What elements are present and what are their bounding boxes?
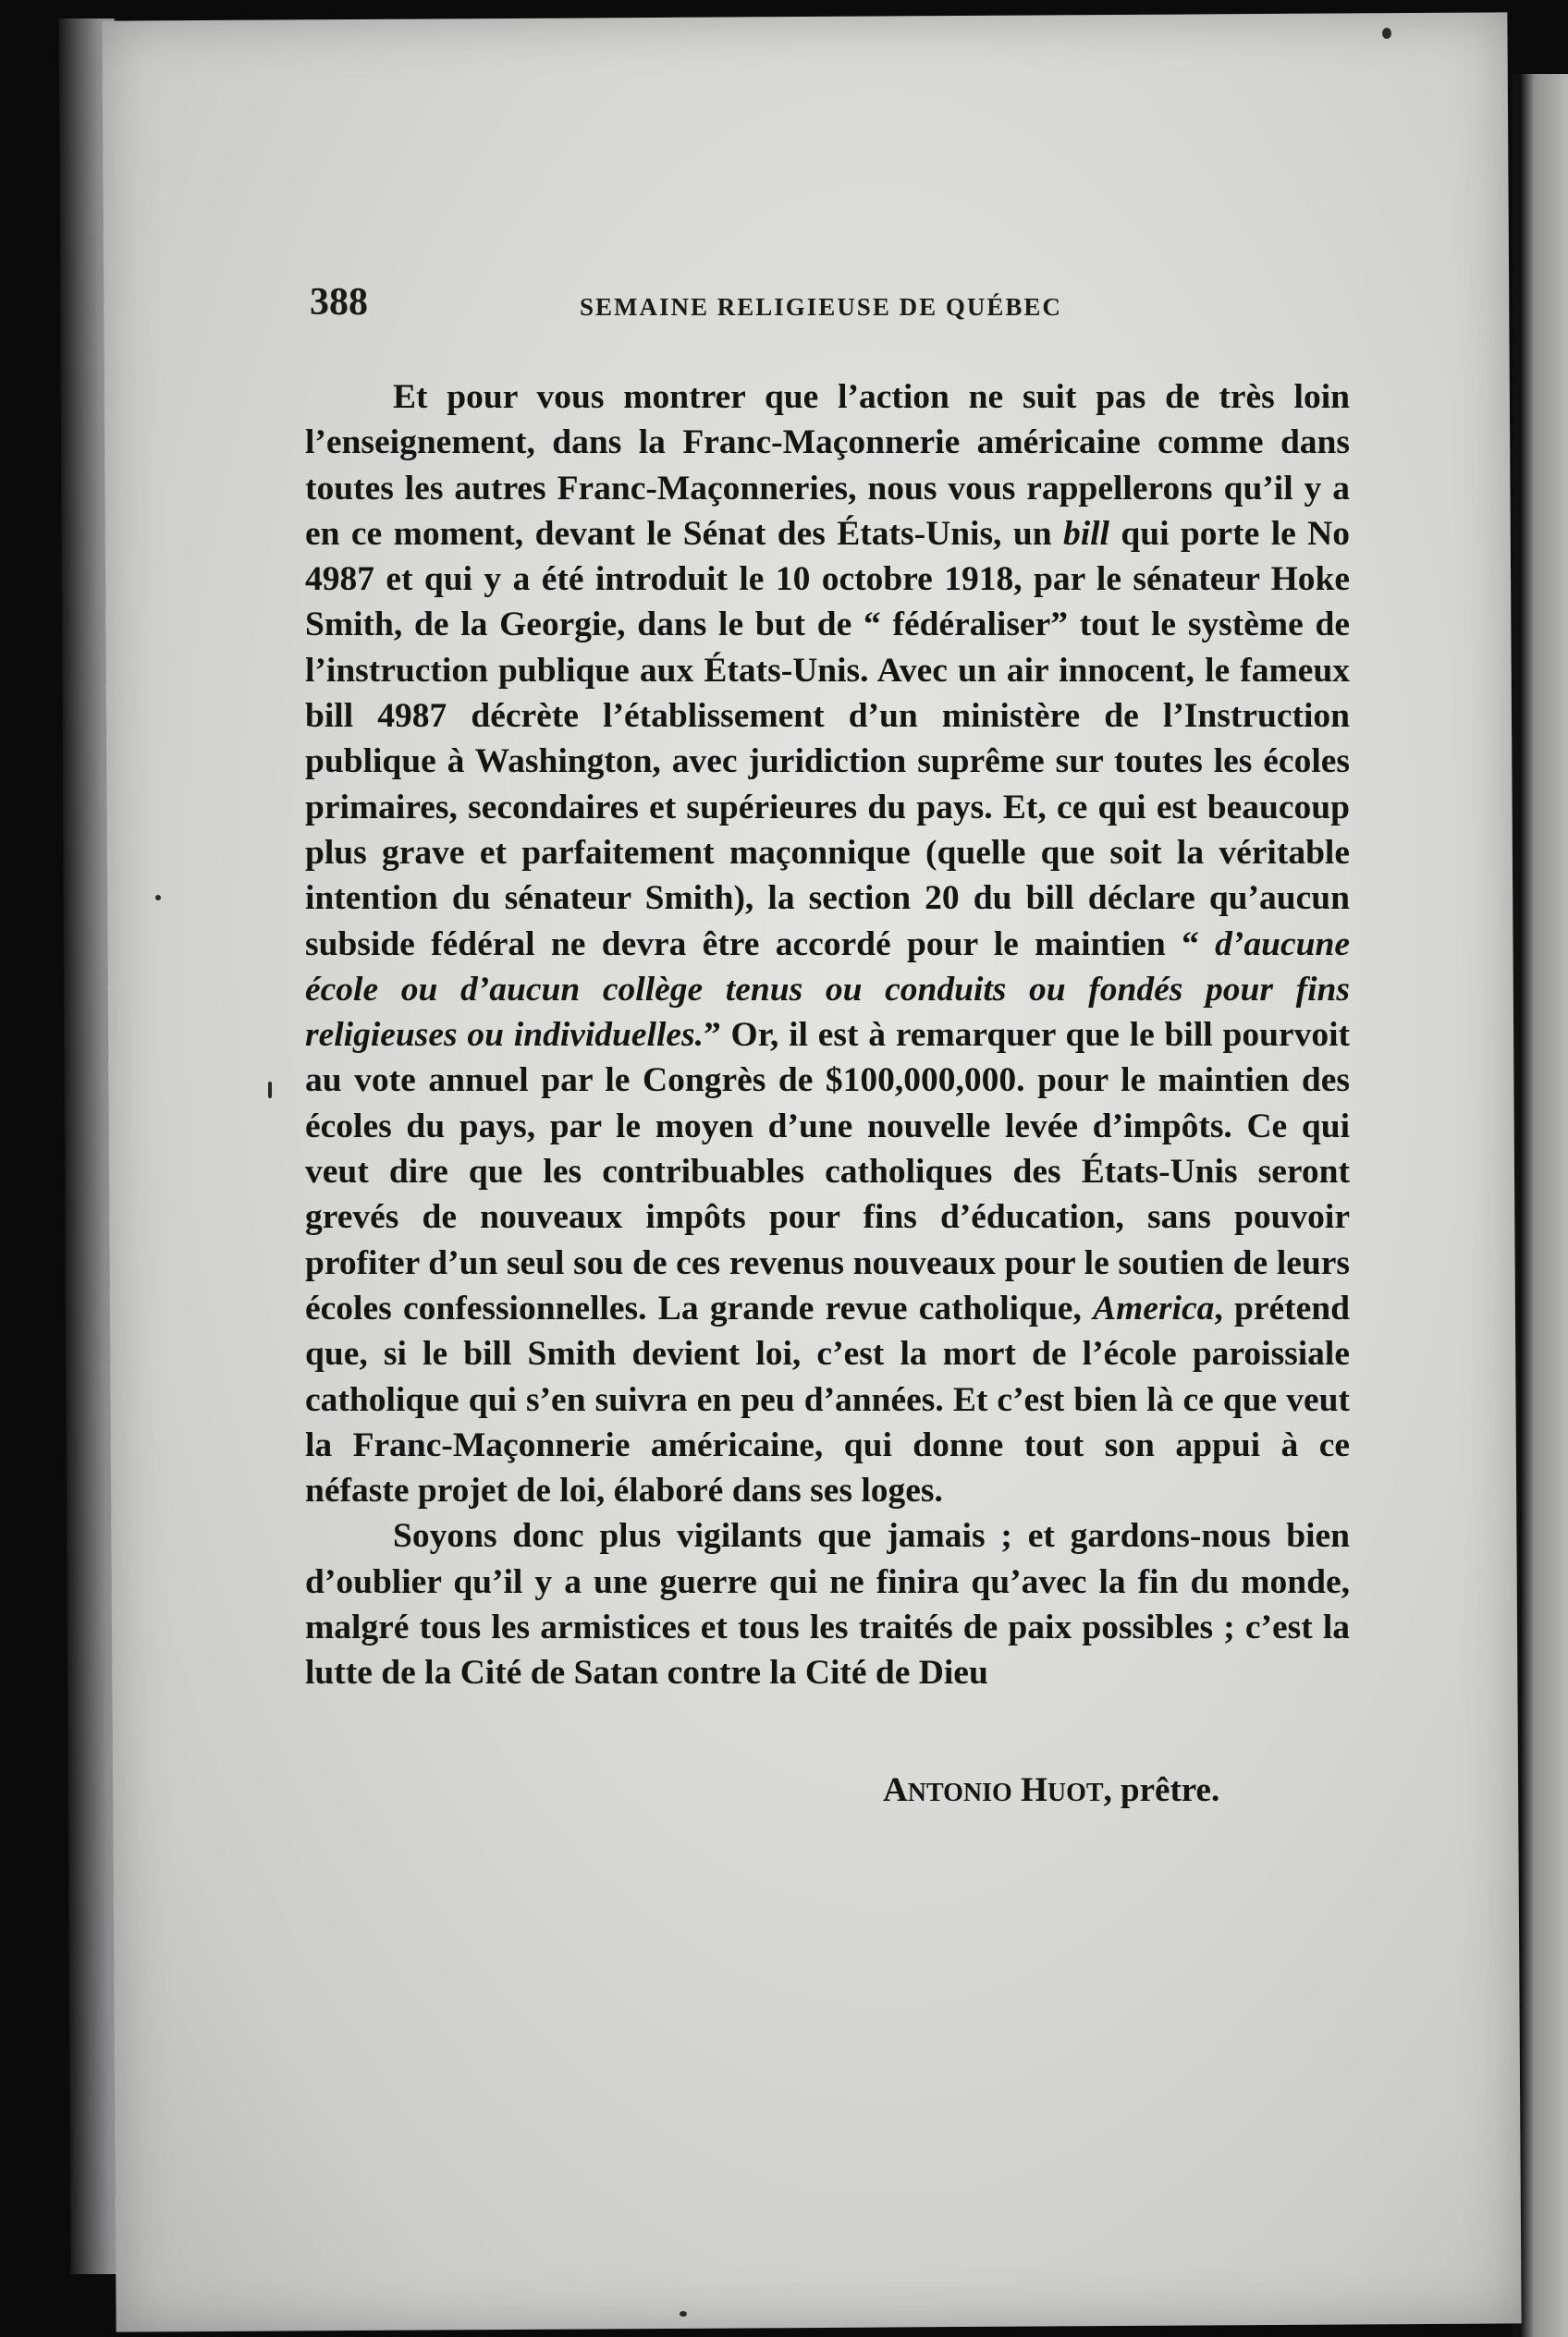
signature-first-initial: A — [883, 1771, 908, 1809]
article-body — [305, 374, 1350, 1696]
running-title: SEMAINE RELIGIEUSE DE QUÉBEC — [580, 293, 1062, 321]
signature-last-initial: H — [1021, 1771, 1047, 1809]
signature-first-rest: NTONIO — [907, 1779, 1012, 1807]
scan-speck — [155, 895, 161, 900]
author-signature — [883, 1770, 1219, 1810]
paragraph-1-text-c: ” Or, il est à remarquer que le bill pourvoit au vote annuel par le Congrès de $100,000,000. pour le maintien des écoles du pays, par le moyen d’une nouvelle levée d’impôts. Ce qui veut dire que les contribuables catholiques des États-Unis seront grevés de nouveaux impôts pour fins d’éducation, sans pouvoir profiter d’un seul sou de ces revenus nouveaux pour le soutien de leurs écoles confessionnelles. La grande revue catholique, — [305, 1016, 1350, 1328]
scan-speck — [268, 1082, 272, 1098]
running-head — [310, 280, 1123, 326]
paragraph-1-text-d: , prétend que, si le bill Smith devient loi, c’est la mort de l’école paroissiale catholique qui s’en suivra en peu d’années. Et c’est bien là ce que veut la Franc-Maçonnerie américaine, qui donne tout son appui à ce néfaste projet de loi, élaboré dans ses loges. — [305, 1289, 1350, 1511]
paragraph-1-italic-quote: d’aucune école ou d’aucun collège tenus ou conduits ou fondés pour fins religieuses ou individuelles. — [305, 924, 1350, 1055]
scan-speck — [680, 2311, 687, 2317]
paragraph-1-text-a: Et pour vous montrer que l’action ne suit pas de très loin l’enseignement, dans la Franc-Maçonnerie américaine comme dans toutes les autres Franc-Maçonneries, nous vous rappellerons qu’il y a en ce moment, devant le Sénat des États-Unis, un — [305, 378, 1350, 553]
paragraph-1-italic-bill: bill — [1062, 514, 1109, 553]
next-page-edge — [1520, 74, 1568, 2337]
page-number: 388 — [310, 281, 368, 324]
signature-last-rest: UOT — [1047, 1779, 1104, 1807]
signature-title: , prêtre. — [1103, 1771, 1220, 1809]
paragraph-1 — [305, 374, 1350, 1513]
scan-speck — [1382, 28, 1391, 39]
paragraph-1-italic-america: America — [1093, 1289, 1215, 1328]
paragraph-2: Soyons donc plus vigilants que jamais ; et gardons-nous bien d’oublier qu’il y a une guerre qui ne finira qu’avec la fin du monde, malgré tous les armistices et tous les traités de paix possibles ; c’est la lutte de la Cité de Satan contre la Cité de Dieu — [305, 1517, 1350, 1693]
paragraph-1-text-b: qui porte le No 4987 et qui y a été introduit le 10 octobre 1918, par le sénateur Hoke Smith, de la Georgie, dans le but de “ fédéraliser” tout le système de l’instruction publique aux États-Unis. Avec un air innocent, le fameux bill 4987 décrète l’établissement d’un ministère de l’Instruction publique à Washington, avec juridiction suprême sur toutes les écoles primaires, secondaires et supérieures du pays. Et, ce qui est beaucoup plus grave et parfaitement maçonnique (quelle que soit la véritable intention du sénateur Smith), la section 20 du bill déclare qu’aucun subside fédéral ne devra être accordé pour le maintien “ — [305, 514, 1350, 963]
